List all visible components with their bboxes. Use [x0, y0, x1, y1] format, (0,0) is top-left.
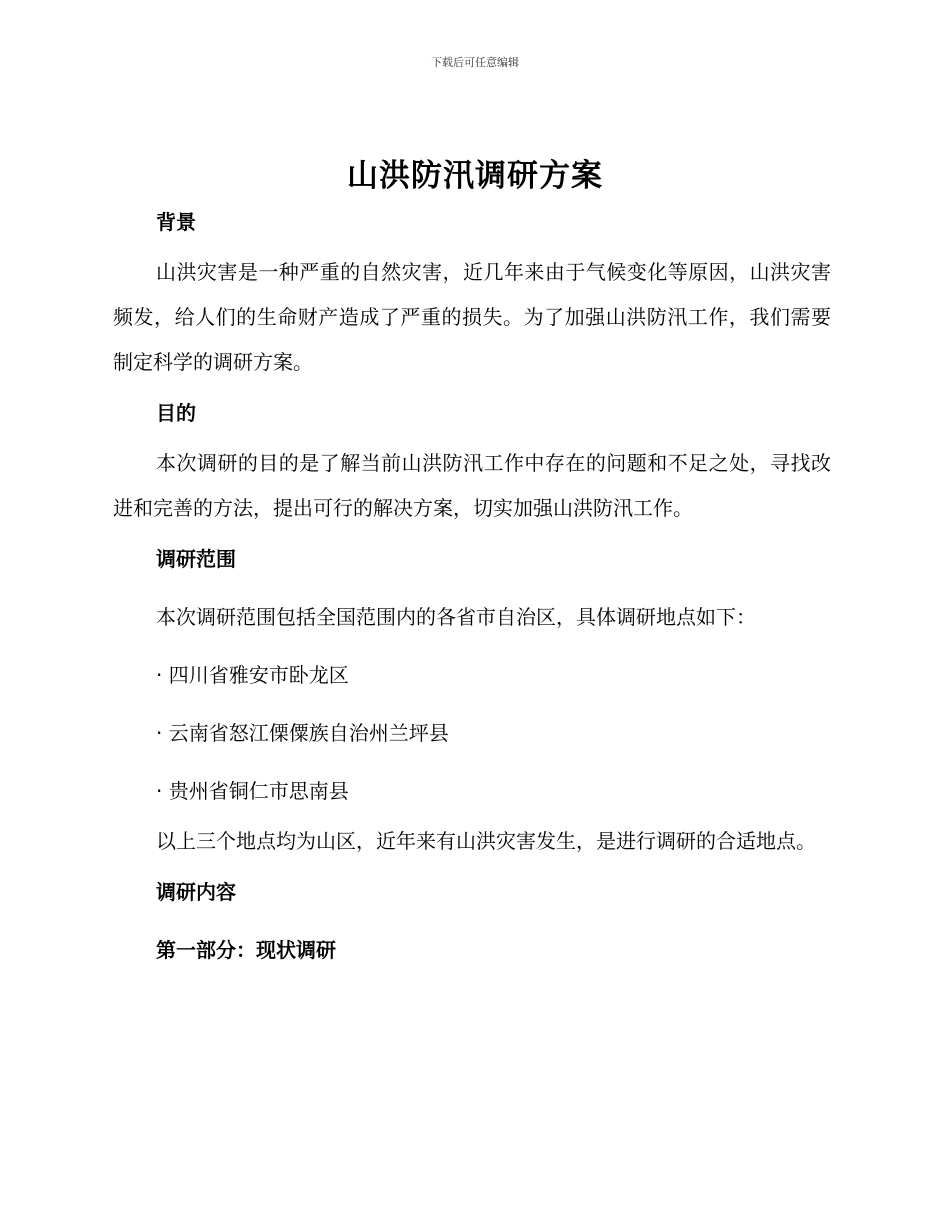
paragraph-scope-intro: 本次调研范围包括全国范围内的各省市自治区，具体调研地点如下： — [156, 605, 756, 629]
document-title: 山洪防汛调研方案 — [347, 158, 603, 194]
list-item: · 四川省雅安市卧龙区 — [156, 663, 349, 687]
subsection-heading-part1: 第一部分：现状调研 — [156, 938, 336, 962]
list-item: · 云南省怒江傈僳族自治州兰坪县 — [156, 721, 449, 745]
section-heading-purpose: 目的 — [156, 401, 196, 425]
header-note: 下载后可任意编辑 — [431, 56, 519, 69]
list-item: · 贵州省铜仁市思南县 — [156, 779, 349, 803]
paragraph-background: 山洪灾害是一种严重的自然灾害，近几年来由于气候变化等原因，山洪灾害频发，给人们的生命财产造成了严重的损失。为了加强山洪防汛工作，我们需要制定科学的调研方案。 — [113, 260, 831, 374]
paragraph-purpose: 本次调研的目的是了解当前山洪防汛工作中存在的问题和不足之处，寻找改进和完善的方法，提出可行的解决方案，切实加强山洪防汛工作。 — [113, 451, 831, 520]
section-heading-scope: 调研范围 — [156, 547, 236, 571]
section-heading-content: 调研内容 — [156, 880, 236, 904]
document-body — [113, 206, 831, 966]
section-heading-background: 背景 — [156, 210, 196, 234]
paragraph-scope-conclusion: 以上三个地点均为山区，近年来有山洪灾害发生，是进行调研的合适地点。 — [156, 829, 816, 853]
